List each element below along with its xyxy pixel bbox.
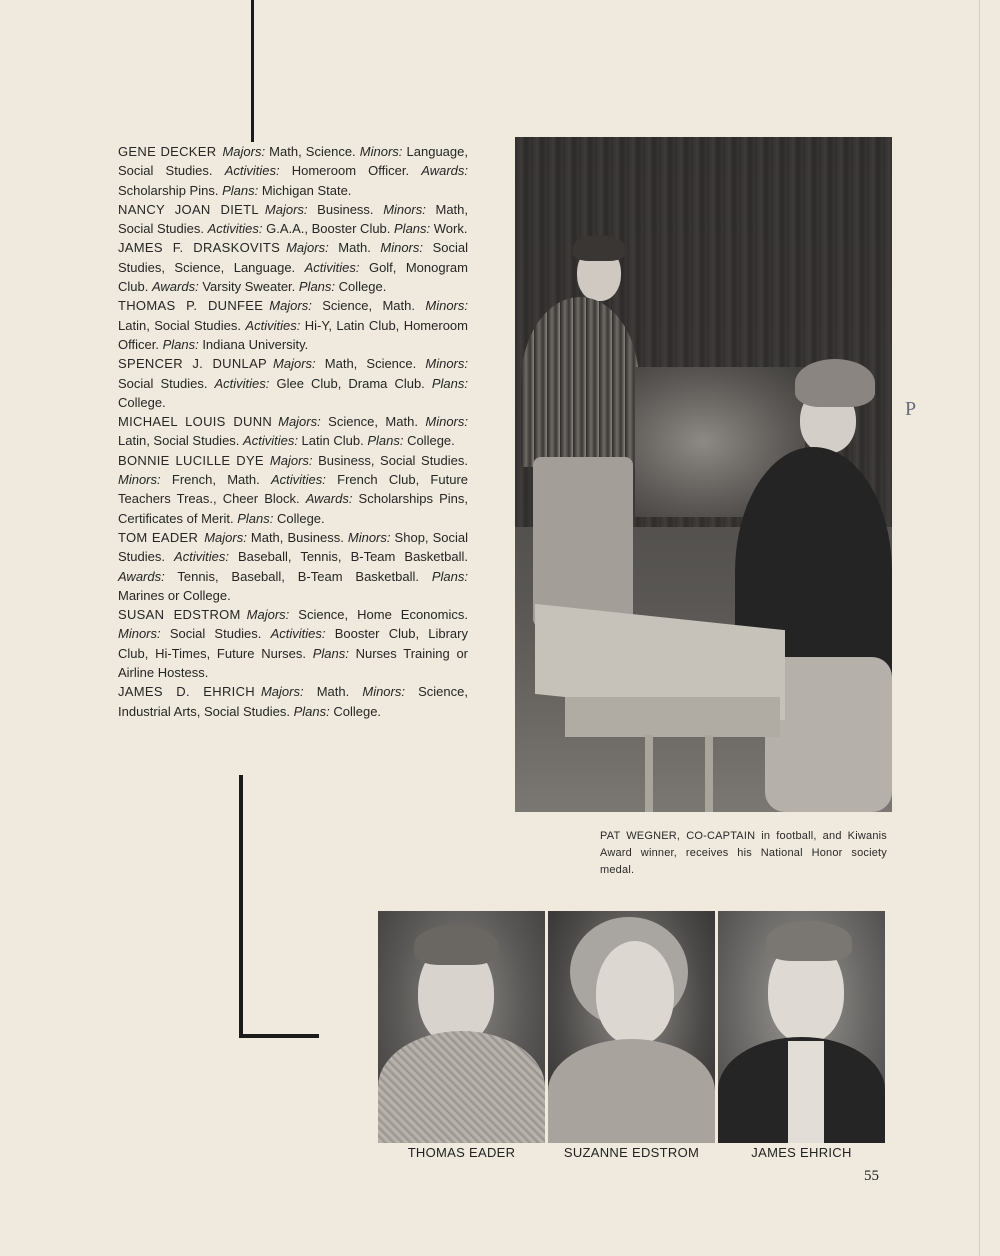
field-value: Social Studies. <box>118 375 215 391</box>
field-value: Scholarships Pins, Certificates of Merit. <box>118 491 468 526</box>
senior-name: JAMES F. DRASKOVITS <box>118 240 281 256</box>
top-vertical-rule <box>251 0 254 142</box>
field-value: Social Studies. <box>160 626 271 642</box>
field-label: Plans: <box>298 279 336 295</box>
bottom-vertical-rule <box>239 775 243 1038</box>
field-value: Varsity Sweater. <box>198 279 299 295</box>
main-photo <box>515 137 892 812</box>
senior-entry <box>118 412 468 451</box>
field-label: Minors: <box>425 298 468 314</box>
student-shirt <box>521 297 639 467</box>
portrait-name-3: JAMES EHRICH <box>751 1145 852 1160</box>
field-value: College. <box>335 279 387 295</box>
desk-leg-left <box>645 735 653 812</box>
page-number: 55 <box>864 1168 879 1184</box>
field-value: Math, Business. <box>246 529 348 545</box>
field-value: Science, Math. <box>311 298 426 314</box>
photo-caption: PAT WEGNER, CO-CAPTAIN in football, and Kiwanis Award winner, receives his National Honor society medal. <box>600 830 887 876</box>
field-label: Majors: <box>269 298 312 314</box>
field-value: Michigan State. <box>258 182 352 198</box>
field-label: Activities: <box>224 163 280 179</box>
field-label: Majors: <box>269 452 313 468</box>
senior-name: THOMAS P. DUNFEE <box>118 298 264 314</box>
field-label: Minors: <box>118 472 161 488</box>
field-value: Shop, Social Studies. <box>118 529 468 565</box>
field-value: Latin Club. <box>297 433 368 449</box>
senior-entry <box>118 605 468 682</box>
field-label: Activities: <box>270 472 326 488</box>
field-label: Minors: <box>425 356 468 372</box>
desk-front <box>565 697 780 737</box>
senior-entry <box>118 238 468 296</box>
senior-entry <box>118 296 468 354</box>
field-label: Activities: <box>243 433 298 449</box>
field-value: French Club, Future Teachers Treas., Cheer Block. <box>118 472 469 507</box>
field-value: Marines or College. <box>118 587 231 603</box>
senior-name: JAMES D. EHRICH <box>118 684 255 700</box>
senior-entry <box>118 528 468 605</box>
field-value: Golf, Monogram Club. <box>118 259 468 295</box>
senior-name: BONNIE LUCILLE DYE <box>118 452 264 468</box>
portrait-name-2: SUZANNE EDSTROM <box>563 1145 700 1160</box>
field-label: Plans: <box>237 510 274 526</box>
field-label: Activities: <box>214 375 270 391</box>
field-value: Homeroom Officer. <box>279 163 422 179</box>
field-value: Nurses Training or Airline Hostess. <box>118 645 469 681</box>
field-value: Glee Club, Drama Club. <box>269 375 432 391</box>
field-value: Latin, Social Studies. <box>118 433 244 449</box>
field-label: Minors: <box>380 240 423 256</box>
senior-name: MICHAEL LOUIS DUNN <box>118 414 273 430</box>
field-label: Minors: <box>425 414 468 430</box>
field-value: College. <box>329 703 382 719</box>
field-value: Indiana University. <box>198 336 309 352</box>
field-label: Plans: <box>431 568 468 584</box>
field-value: Scholarship Pins. <box>118 182 223 198</box>
field-value: College. <box>118 394 166 410</box>
portrait-suzanne-edstrom <box>548 911 715 1143</box>
portrait-shirt <box>788 1041 824 1143</box>
field-label: Majors: <box>260 684 304 700</box>
student-trousers <box>533 457 633 627</box>
field-value: Business, Social Studies. <box>312 452 468 468</box>
field-label: Minors: <box>362 684 405 700</box>
bottom-horizontal-rule <box>239 1034 319 1038</box>
field-label: Majors: <box>222 144 266 159</box>
page-edge <box>979 0 980 1256</box>
field-value: Math. <box>328 240 381 256</box>
senior-name: SUSAN EDSTROM <box>118 607 241 623</box>
field-label: Majors: <box>286 240 329 256</box>
portrait-head <box>596 941 674 1045</box>
field-label: Activities: <box>270 626 326 642</box>
field-value: Hi-Y, Latin Club, Homeroom Officer. <box>118 317 468 352</box>
senior-entries <box>118 142 468 721</box>
field-label: Majors: <box>204 529 247 545</box>
field-value: College. <box>403 433 455 449</box>
field-label: Awards: <box>305 491 353 507</box>
senior-entry <box>118 142 468 200</box>
field-value: French, Math. <box>160 472 271 488</box>
field-value: Math, Science. <box>265 144 360 159</box>
field-value: Tennis, Baseball, B-Team Basketball. <box>164 568 432 584</box>
senior-name: SPENCER J. DUNLAP <box>118 356 268 372</box>
field-label: Minors: <box>383 201 426 217</box>
field-value: Business. <box>307 201 384 217</box>
portrait-sweater <box>548 1039 715 1143</box>
field-label: Activities: <box>174 549 229 565</box>
field-label: Plans: <box>162 336 199 352</box>
field-label: Activities: <box>207 221 263 237</box>
senior-entry <box>118 354 468 412</box>
field-value: Social Studies, Science, Language. <box>118 240 468 275</box>
field-value: Work. <box>430 221 468 237</box>
portrait-jacket <box>378 1031 545 1143</box>
senior-entry <box>118 682 468 721</box>
field-value: Booster Club, Library Club, Hi-Times, Future Nurses. <box>118 626 468 661</box>
portrait-hair <box>766 921 852 961</box>
field-value: Latin, Social Studies. <box>118 317 246 333</box>
field-label: Awards: <box>421 163 469 179</box>
field-label: Minors: <box>347 529 391 545</box>
field-value: Science, Industrial Arts, Social Studies. <box>118 684 468 719</box>
field-value: Language, Social Studies. <box>118 144 468 179</box>
portrait-thomas-eader <box>378 911 545 1143</box>
field-label: Awards: <box>118 568 165 584</box>
field-label: Majors: <box>264 201 308 217</box>
field-value: College. <box>273 510 325 526</box>
portrait-hair <box>414 925 498 965</box>
field-value: Science, Home Economics. <box>289 607 468 623</box>
field-value: G.A.A., Booster Club. <box>262 221 395 237</box>
field-label: Plans: <box>312 645 349 661</box>
field-label: Minors: <box>118 626 161 642</box>
senior-entry <box>118 200 468 239</box>
field-value: Math, Social Studies. <box>118 201 469 237</box>
field-label: Activities: <box>304 259 360 275</box>
field-label: Majors: <box>246 607 290 623</box>
student-hair <box>573 235 625 261</box>
field-value: Math, Science. <box>315 356 426 372</box>
desk-leg-right <box>705 735 713 812</box>
portrait-james-ehrich <box>718 911 885 1143</box>
teacher-hair <box>795 359 875 407</box>
field-label: Awards: <box>151 279 199 295</box>
field-label: Activities: <box>245 317 301 333</box>
field-label: Majors: <box>278 414 321 430</box>
field-value: Math. <box>303 684 363 700</box>
portrait-name-1: THOMAS EADER <box>407 1145 516 1160</box>
field-value: Baseball, Tennis, B-Team Basketball. <box>228 549 469 565</box>
field-label: Plans: <box>222 182 259 198</box>
field-label: Plans: <box>367 433 404 449</box>
field-label: Majors: <box>273 356 316 372</box>
field-label: Plans: <box>394 221 431 237</box>
field-label: Minors: <box>359 144 403 159</box>
field-value: Science, Math. <box>320 414 426 430</box>
field-label: Plans: <box>431 375 468 391</box>
senior-name: GENE DECKER <box>118 144 217 159</box>
field-label: Plans: <box>293 703 330 719</box>
senior-name: TOM EADER <box>118 529 199 545</box>
pencil-mark: P <box>905 398 917 420</box>
senior-entry <box>118 451 468 528</box>
senior-name: NANCY JOAN DIETL <box>118 201 259 217</box>
